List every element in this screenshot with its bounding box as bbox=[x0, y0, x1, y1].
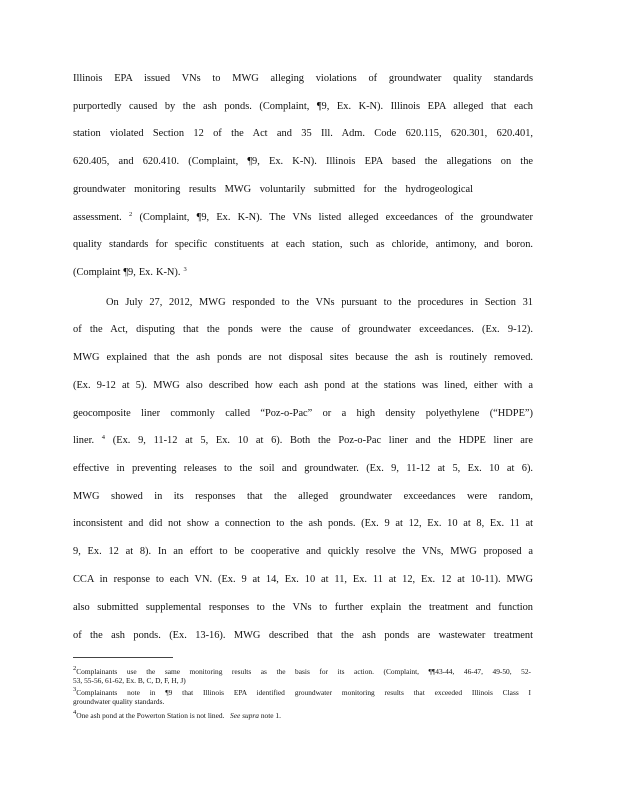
body-line: 620.405, and 620.410. (Complaint, ¶9, Ex. K-N). Illinois EPA based the allegations on the bbox=[73, 156, 533, 167]
body-line: of the Act, disputing that the ponds were the cause of groundwater exceedances. (Ex. 9-12). bbox=[73, 324, 533, 335]
body-line: MWG showed in its responses that the alleged groundwater exceedances were random, bbox=[73, 491, 533, 502]
footnote-2-continuation: 53, 55-56, 61-62, Ex. B, C, D, F, H, J) bbox=[73, 676, 186, 685]
body-line: purportedly caused by the ash ponds. (Complaint, ¶9, Ex. K-N). Illinois EPA alleged that each bbox=[73, 101, 533, 112]
body-line: geocomposite liner commonly called “Poz-o-Pac” or a high density polyethylene (“HDPE”) bbox=[73, 408, 533, 419]
footnote-4-mark: 4 bbox=[73, 709, 77, 716]
body-line: groundwater monitoring results MWG voluntarily submitted for the hydrogeological bbox=[73, 184, 473, 195]
footnote-3-continuation: groundwater quality standards. bbox=[73, 697, 165, 706]
body-line-with-footnote bbox=[73, 266, 533, 280]
body-line: effective in preventing releases to the soil and groundwater. (Ex. 9, 11-12 at 5, Ex. 10 at 6). bbox=[73, 463, 533, 474]
footnote-separator bbox=[73, 657, 173, 658]
body-line-segment: (Ex. 9, 11-12 at 5, Ex. 10 at 6). Both the Poz-o-Pac liner and the HDPE liner are bbox=[112, 435, 533, 446]
footnote-ref-2[interactable]: 2 bbox=[129, 211, 133, 218]
body-line: Illinois EPA issued VNs to MWG alleging violations of groundwater quality standards bbox=[73, 73, 533, 84]
body-line-segment: assessment. bbox=[73, 212, 122, 223]
footnote-4-see-supra: See supra bbox=[230, 711, 259, 720]
paragraph-start-line: On July 27, 2012, MWG responded to the VNs pursuant to the procedures in Section 31 bbox=[106, 297, 533, 308]
body-line: MWG explained that the ash ponds are not disposal sites because the ash is routinely removed. bbox=[73, 352, 533, 363]
footnote-3-text: Complainants note in ¶9 that Illinois EPA identified groundwater monitoring results that exceeded Illinois Class I bbox=[76, 688, 531, 697]
footnote-2-text: Complainants use the same monitoring results as the basis for its action. (Complaint, ¶¶43-44, 46-47, 49-50, 52- bbox=[76, 667, 531, 676]
footnote-4-text: One ash pond at the Powerton Station is not lined. bbox=[76, 711, 225, 720]
footnote-ref-4[interactable]: 4 bbox=[101, 434, 106, 441]
body-line-segment: (Complaint, ¶9, Ex. K-N). The VNs listed alleged exceedances of the groundwater bbox=[139, 212, 534, 223]
body-line-segment: (Complaint ¶9, Ex. K-N). bbox=[73, 267, 181, 278]
body-line-segment: liner. bbox=[73, 435, 95, 446]
footnote-4-line bbox=[73, 709, 531, 721]
body-line: quality standards for specific constituents at each station, such as chloride, antimony, and boron. bbox=[73, 239, 533, 250]
body-line-with-footnote bbox=[73, 434, 533, 448]
body-line: CCA in response to each VN. (Ex. 9 at 14, Ex. 10 at 11, Ex. 11 at 12, Ex. 12 at 10-11). MWG bbox=[73, 574, 533, 585]
body-line: (Ex. 9-12 at 5). MWG also described how each ash pond at the stations was lined, either with a bbox=[73, 380, 533, 391]
body-line: of the ash ponds. (Ex. 13-16). MWG described that the ash ponds are wastewater treatment bbox=[73, 630, 533, 641]
body-line: also submitted supplemental responses to the VNs to further explain the treatment and function bbox=[73, 602, 533, 613]
footnote-3-mark: 3 bbox=[73, 686, 77, 693]
body-line: 9, Ex. 12 at 8). In an effort to be cooperative and quickly resolve the VNs, MWG proposed a bbox=[73, 546, 533, 557]
body-line: station violated Section 12 of the Act and 35 Ill. Adm. Code 620.115, 620.301, 620.401, bbox=[73, 128, 533, 139]
footnote-4-end: note 1. bbox=[260, 711, 281, 720]
body-line: inconsistent and did not show a connection to the ash ponds. (Ex. 9 at 12, Ex. 10 at 8, Ex. 11 at bbox=[73, 518, 533, 529]
body-line-with-footnote bbox=[73, 211, 533, 225]
footnote-2-mark: 2 bbox=[73, 665, 77, 672]
footnote-ref-3[interactable]: 3 bbox=[183, 266, 187, 273]
